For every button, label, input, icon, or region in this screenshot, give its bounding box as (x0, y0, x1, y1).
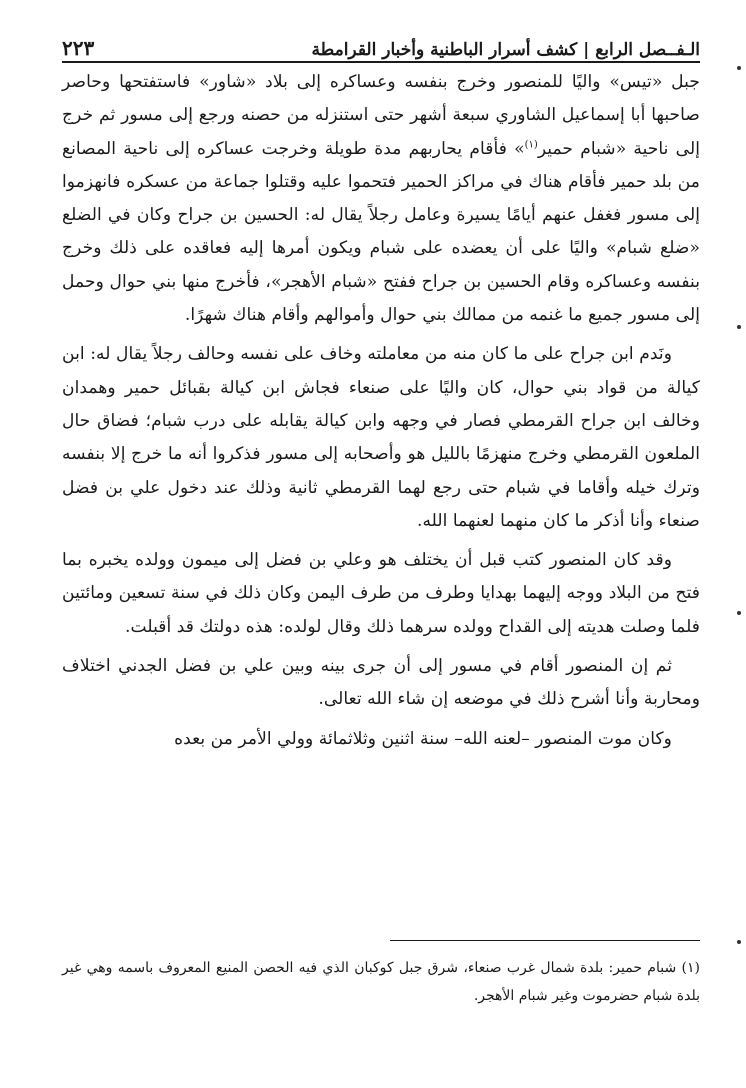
paragraph-1-end: » فأقام يحاربهم مدة طويلة وخرجت عساكره إلى ناحية المصانع من بلد حمير فأقام هناك في مراكز الحمير فتحموا عليه وقتلوا جماعة من عسكره فانهزموا إلى مسور فغفل عنهم أيامًا يسيرة وعامل رجلاً يقال له: الحسين بن جراح وكان في الضلع «ضلع شبام» واليًا على أن يعضده على شبام ويكون أمرها إليه فعاقده على ذلك وخرج بنفسه وعساكره وقام الحسين بن جراح ففتح «شبام الأهجر»، فأخرج منها بني حوال وحمل إلى مسور جميع ما غنمه من ممالك بني حوال وأموالهم وأقام هناك شهرًا. (62, 138, 700, 326)
footnote-rule (390, 940, 700, 941)
paragraph-1 (62, 66, 700, 332)
main-text (62, 66, 700, 756)
running-header (62, 30, 700, 60)
running-title: الـفــصل الرابع | كشف أسرار الباطنية وأخبار القرامطة (311, 40, 700, 60)
paragraph-3: وقد كان المنصور كتب قبل أن يختلف هو وعلي بن فضل إلى ميمون وولده يخبره بما فتح من البلاد ووجه إليهما بهدايا وطرف من طرف اليمن وكان ذلك في سنة تسعين ومائتين فلما وصلت هديته إلى القداح وولده سرهما ذلك وقال لولده: هذه دولتك قد أقبلت. (62, 550, 700, 637)
footnote (62, 954, 700, 1010)
paragraph-1-start: جبل «تيس» واليًا للمنصور وخرج بنفسه وعساكره إلى بلاد «شاور» فاستفتحها وحاصر صاحبها أبا إسماعيل الشاوري سبعة أشهر حتى استنزله من حصنه ورجع إلى مسور ثم خرج إلى ناحية «شبام حمير (62, 72, 700, 159)
footnote-body: شبام حمير: بلدة شمال غرب صنعاء، شرق جبل كوكبان الذي فيه الحصن المنيع المعروف باسمه وهي غير بلدة شبام حضرموت وغير شبام الأهجر. (62, 960, 700, 1004)
page-number: ٢٢٣ (62, 36, 95, 60)
margin-mark (737, 940, 741, 944)
margin-mark (737, 325, 741, 329)
footnote-label: (١) (681, 960, 700, 976)
footnote-marker: (١) (524, 138, 538, 150)
margin-mark (737, 611, 741, 615)
header-rule (62, 61, 700, 63)
paragraph-5: وكان موت المنصور –لعنه الله– سنة اثنين وثلاثمائة وولي الأمر من بعده (174, 728, 672, 749)
paragraph-4: ثم إن المنصور أقام في مسور إلى أن جرى بينه وبين علي بن فضل الجدني اختلاف ومحاربة وأنا أشرح ذلك في موضعه إن شاء الله تعالى. (62, 656, 700, 710)
footnote-text (62, 954, 700, 1010)
paragraph-2: ونَدم ابن جراح على ما كان منه من معاملته وخاف على نفسه وحالف رجلاً يقال له: ابن كيالة من قواد بني حوال، كان واليًا على صنعاء فجاش ابن كيالة بقبائل حمير وهمدان وخالف ابن جراح القرمطي فصار في وجهه وابن كيالة يقابله على درب شبام؛ فضاق حال الملعون القرمطي وخرج منهزمًا بالليل هو وأصحابه إلى مسور فذكروا أنه ما خرج إلا بنفسه وترك خيله وأقاما في شبام حتى رجع لهما القرمطي ثانية وذلك عند دخول علي بن فضل صنعاء وأنا أذكر ما كان منهما لعنهما الله. (62, 344, 700, 531)
margin-mark (737, 66, 741, 70)
